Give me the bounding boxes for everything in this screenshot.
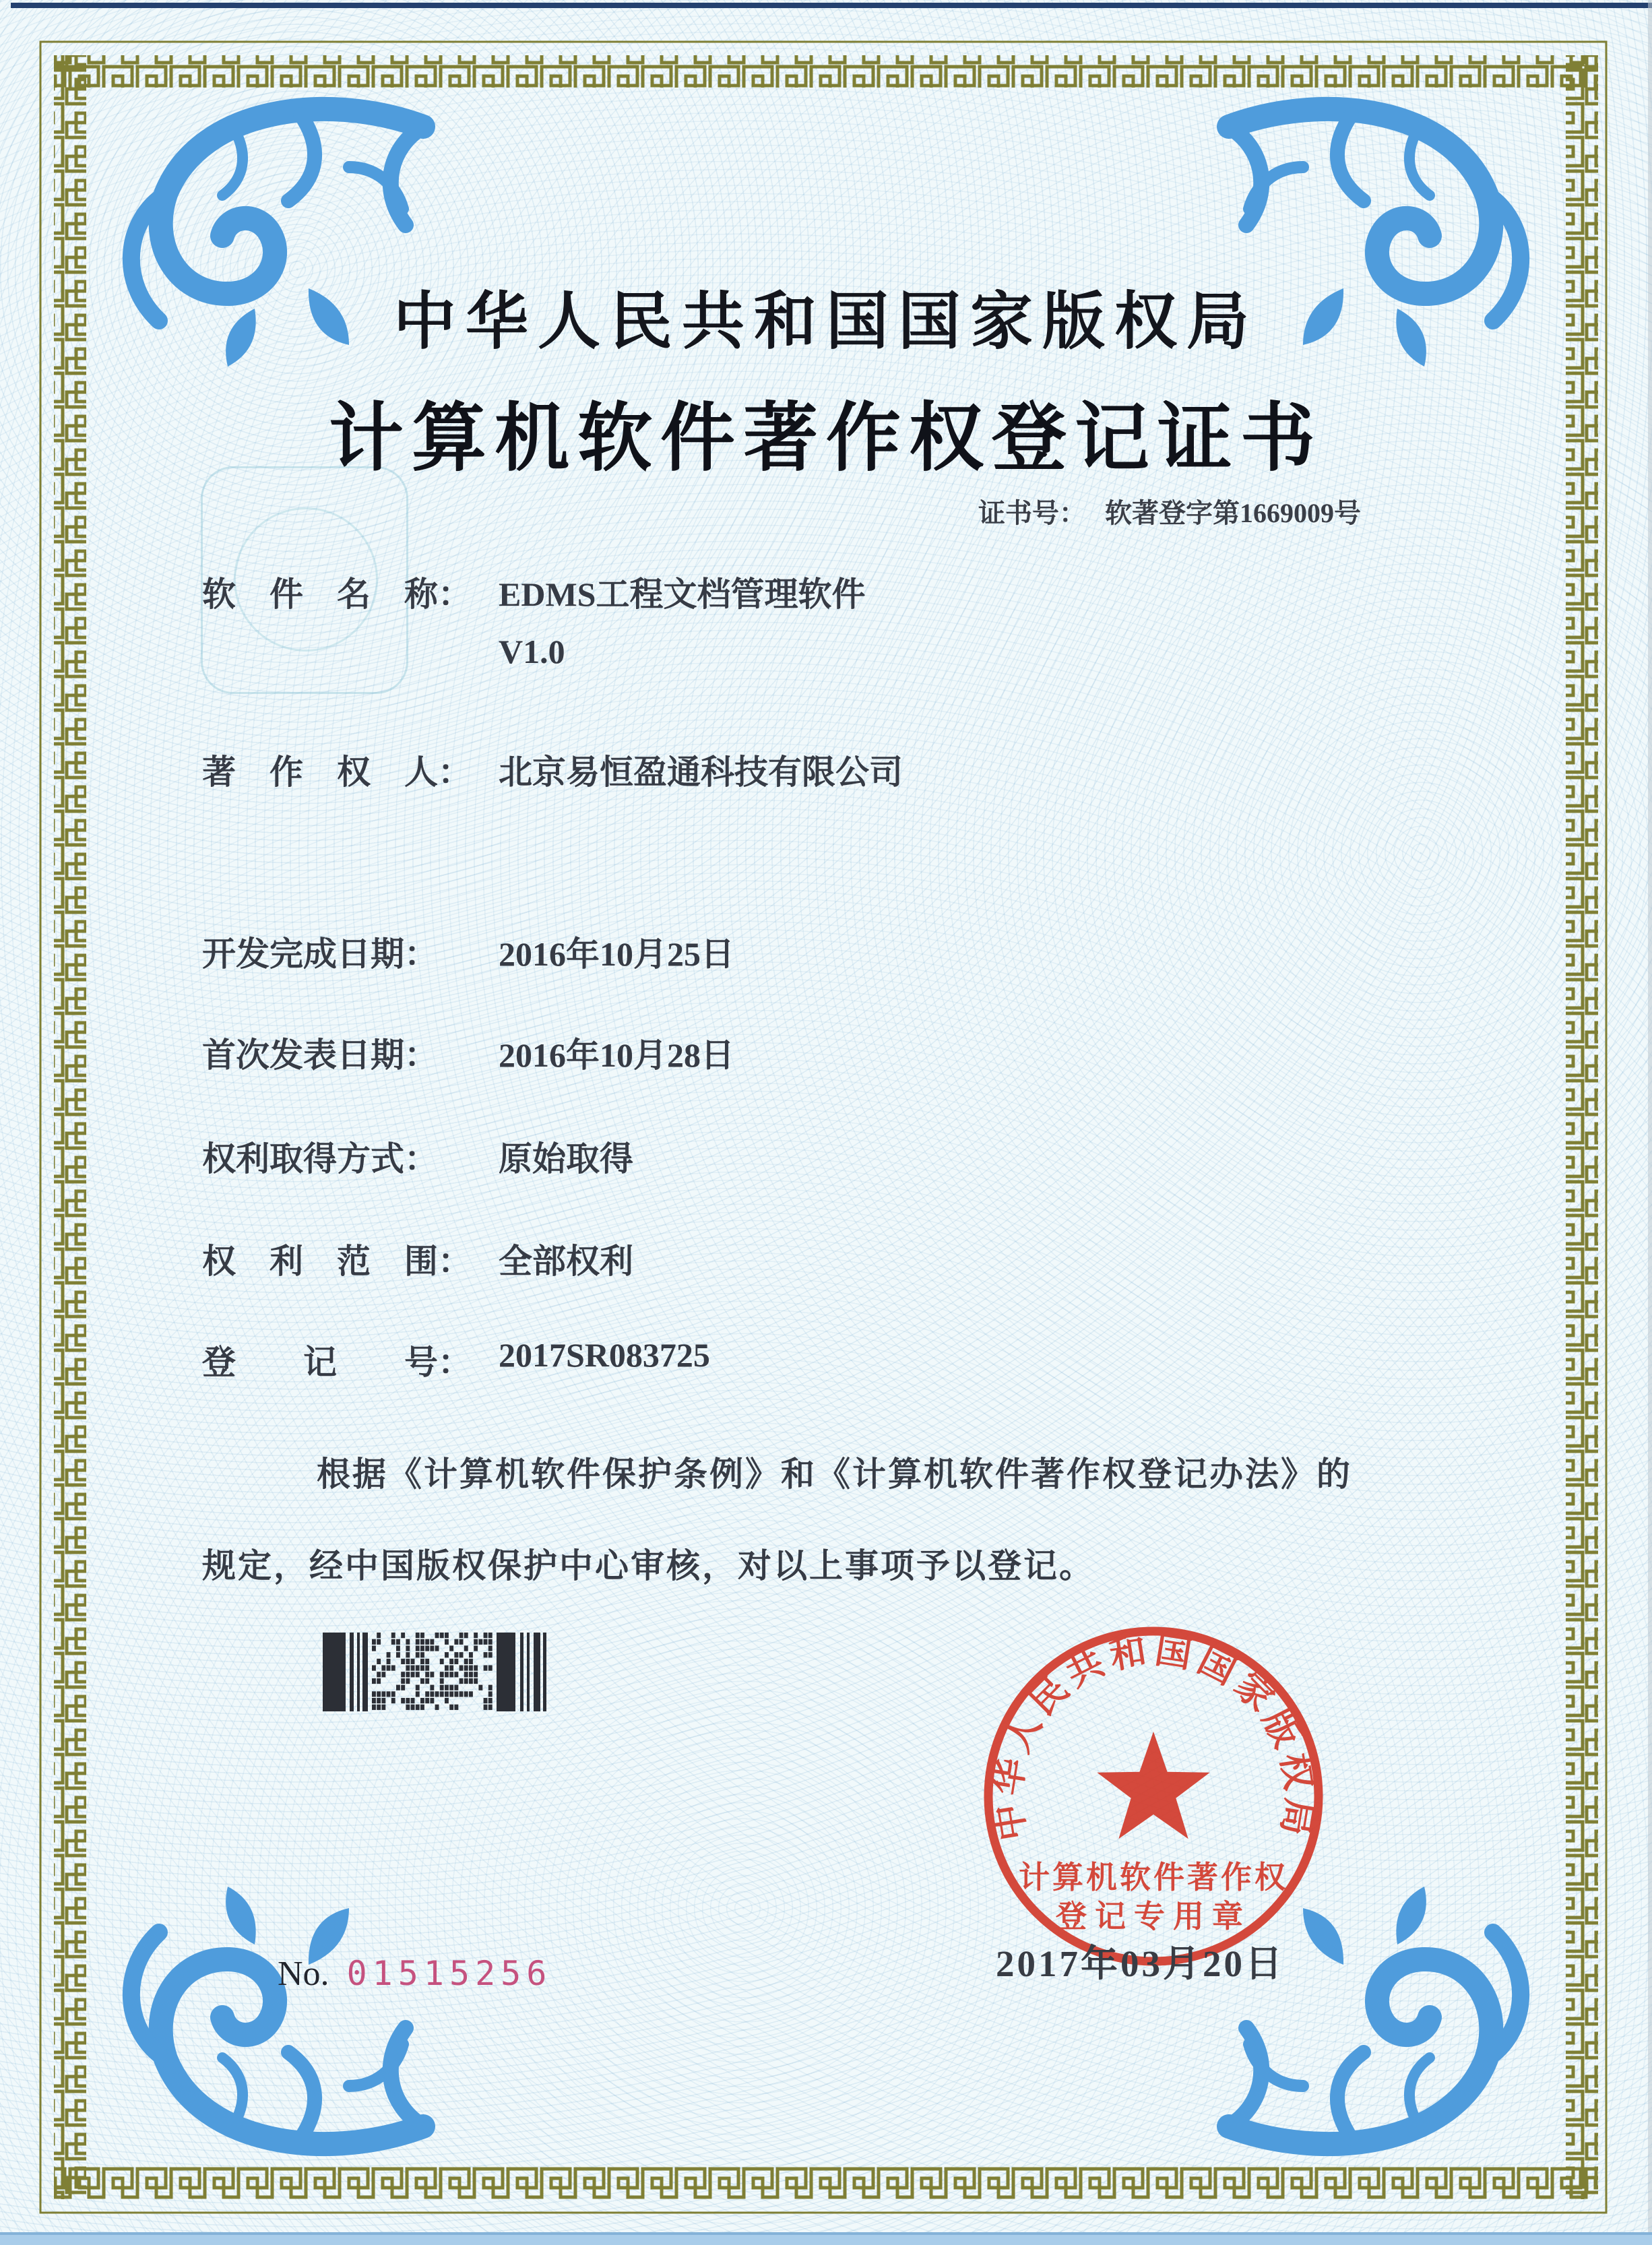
barcode [323, 1633, 546, 1711]
seal-line-2: 登记专用章 [1056, 1899, 1251, 1934]
statement-line-1: 根据《计算机软件保护条例》和《计算机软件著作权登记办法》的 [317, 1455, 1352, 1493]
certificate-number-value: 软著登字第1669009号 [1105, 498, 1361, 528]
field-row-rights-scope [202, 1234, 1482, 1283]
field-row-copyright-owner [202, 745, 1482, 794]
seal-line-1: 计算机软件著作权 [1019, 1860, 1288, 1895]
serial-prefix: No. [278, 1955, 329, 1993]
field-row-software-name [202, 567, 1482, 616]
field-label: 首次发表日期： [202, 1036, 438, 1074]
certificate-title: 计算机软件著作权登记证书 [328, 398, 1323, 480]
field-value: 2016年10月28日 [499, 1036, 734, 1074]
issuing-authority-title: 中华人民共和国国家版权局 [393, 288, 1259, 357]
field-value: 原始取得 [499, 1140, 633, 1178]
certificate-number-label: 证书号： [978, 498, 1086, 528]
issue-date: 2017年03月20日 [996, 1943, 1285, 1984]
field-row-rights-acquisition [202, 1132, 1482, 1180]
field-value: 北京易恒盈通科技有限公司 [499, 753, 903, 791]
corner-flourish-icon [131, 1887, 423, 2144]
field-value: 2017SR083725 [499, 1336, 710, 1374]
serial-number [278, 1954, 552, 1994]
field-label: 著 作 权 人： [202, 753, 472, 791]
statement-line-2: 规定，经中国版权保护中心审核，对以上事项予以登记。 [202, 1547, 1095, 1585]
star-icon [1097, 1732, 1209, 1839]
field-row-registration-number [202, 1335, 1482, 1384]
official-seal [978, 1622, 1329, 1973]
field-label: 软 件 名 称： [202, 575, 472, 613]
field-row-first-publish-date [202, 1028, 1482, 1077]
field-label: 开发完成日期： [202, 935, 438, 973]
field-row-dev-complete-date [202, 927, 1482, 976]
field-label: 登 记 号： [202, 1343, 472, 1381]
field-label: 权利取得方式： [202, 1140, 438, 1178]
field-value: V1.0 [499, 633, 565, 670]
certificate-number [978, 492, 1361, 530]
field-value: 2016年10月25日 [499, 935, 734, 973]
seal-arc-text: 中华人民共和国国家版权局 [987, 1630, 1320, 1844]
field-value: EDMS工程文档管理软件 [499, 575, 866, 613]
serial-value: 01515256 [346, 1954, 552, 1993]
field-value: 全部权利 [499, 1242, 633, 1280]
field-label: 权 利 范 围： [202, 1242, 472, 1280]
